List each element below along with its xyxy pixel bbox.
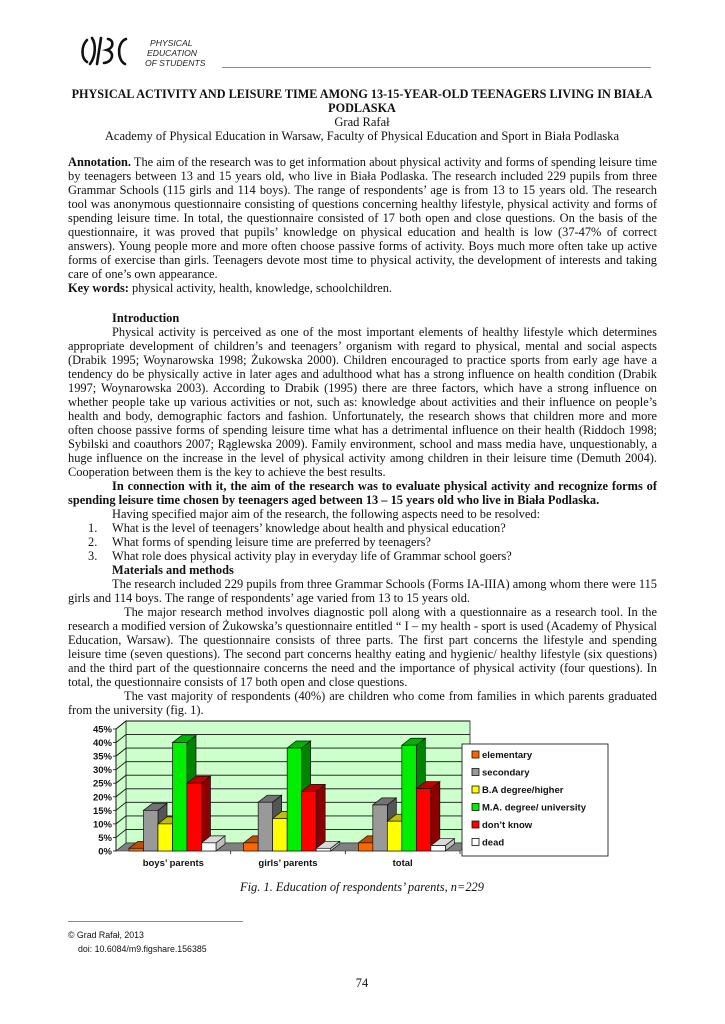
svg-text:40%: 40% bbox=[92, 738, 112, 750]
svg-text:0%: 0% bbox=[98, 846, 112, 858]
methods-paragraph: The research included 229 pupils from three Grammar Schools (Forms IA-IIIA) among whom there were 115 girls and 114 boys. The range of respondents’ age varied from 13 to 15 years old. bbox=[68, 577, 657, 605]
methods-heading: Materials and methods bbox=[112, 563, 234, 577]
article-affiliation: Academy of Physical Education in Warsaw, Faculty of Physical Education and Sport in Biała Podlaska bbox=[104, 129, 620, 143]
article-author: Grad Rafał bbox=[334, 115, 390, 129]
list-item bbox=[68, 549, 657, 563]
svg-text:20%: 20% bbox=[92, 792, 112, 804]
svg-text:5%: 5% bbox=[98, 832, 112, 844]
doi-text: doi: 10.6084/m9.figshare.156385 bbox=[78, 944, 207, 954]
svg-text:don’t know: don’t know bbox=[482, 820, 533, 831]
svg-text:45%: 45% bbox=[92, 724, 112, 736]
journal-name-line: PHYSICAL bbox=[150, 38, 193, 48]
annotation-text: The aim of the research was to get information about physical activity and forms of spending leisure time by teenagers between 13 and 15 years old, who live in Biała Podlaska. The research included 229 pupils from three Grammar Schools (115 girls and 114 boys). The range of respondents’ age is from 13 to 15 years old. The research tool was anonymous questionnaire consisting of questions concerning healthy lifestyle, physical activity and forms of spending leisure time. In total, the questionnaire consisted of 17 both open and close questions. On the basis of the questionnaire, it was proved that pupils’ knowledge on physical education and health is low (37-47% of correct answers). Young people more and more often choose passive forms of activity. Boys much more often take up active forms of exercise than girls. Teenagers devote most time to physical activity, the development of interests and taking care of one’s own appearance. bbox=[68, 155, 657, 281]
introduction-paragraph: Physical activity is perceived as one of the most important elements of healthy lifestyle which determines appropriate development of children’s and teenagers’ organism with regard to physical, mental and social aspects (Drabik 1995; Woynarowska 1998; Żukowska 2000). Children encouraged to practice sports from early age have a tendency do be physically active in later ages and adulthood what has a strong influence on health condition (Drabik 1997; Woynarowska 2003). According to Drabik (1995) there are three factors, which have a strong influence on whether people take up various activities or not, such as: knowledge about activities and their influence on people’s health and body, demographic factors and fashion. Unfortunately, the research shows that children more and more often choose passive forms of spending leisure time what has a detrimental influence on their health (Riddoch 1998; Sybilski and coauthors 2007; Rąglewska 2009). Family environment, school and mass media have, unquestionably, a huge influence on the increase in the level of physical activity among children in their leisure time (Demuth 2004). Cooperation between them is the key to achieve the best results. bbox=[68, 325, 657, 479]
svg-text:elementary: elementary bbox=[482, 750, 533, 761]
article-title: PHYSICAL ACTIVITY AND LEISURE TIME AMONG 13-15-YEAR-OLD TEENAGERS LIVING IN BIAŁA PODLASKA bbox=[71, 87, 653, 115]
svg-text:30%: 30% bbox=[92, 765, 112, 777]
list-text: What forms of spending leisure time are preferred by teenagers? bbox=[112, 535, 431, 549]
header-rule bbox=[222, 67, 651, 68]
methods-paragraph: The vast majority of respondents (40%) are children who come from families in which parents graduated from the university (fig. 1). bbox=[68, 689, 657, 717]
keywords-label: Key words: bbox=[68, 281, 129, 295]
list-text: What role does physical activity play in everyday life of Grammar school goers? bbox=[112, 549, 512, 563]
svg-text:10%: 10% bbox=[92, 819, 112, 831]
aspects-intro: Having specified major aim of the research, the following aspects need to be resolved: bbox=[112, 507, 541, 521]
list-text: What is the level of teenagers’ knowledge about health and physical education? bbox=[112, 521, 506, 535]
journal-name-line: EDUCATION bbox=[147, 48, 197, 58]
introduction-section bbox=[68, 311, 657, 717]
research-aim: In connection with it, the aim of the research was to evaluate physical activity and recognize forms of spending leisure time chosen by teenagers aged between 13 – 15 years old who live in Biała Podlaska. bbox=[68, 479, 657, 507]
annotation-section bbox=[68, 155, 657, 295]
education-bar-chart bbox=[72, 718, 657, 874]
methods-paragraph: The major research method involves diagnostic poll along with a questionnaire as a research tool. In the research a modified version of Żukowska’s questionnaire entitled “ I – my health - sport is used (Academy of Physical Education, Warsaw). The questionnaire consists of three parts. The first part concerns the lifestyle and spending leisure time (seven questions). The second part concerns healthy eating and hygienic/ healthy lifestyle (six questions) and the third part of the questionnaire concerns the need and the importance of physical activity (four questions). In total, the questionnaire consists of 17 both open and close questions. bbox=[68, 605, 657, 689]
list-number: 1. bbox=[88, 521, 98, 535]
svg-text:girls’ parents: girls’ parents bbox=[258, 858, 318, 869]
aspects-list bbox=[68, 521, 657, 563]
list-number: 3. bbox=[88, 549, 98, 563]
svg-text:25%: 25% bbox=[92, 778, 112, 790]
journal-name bbox=[145, 38, 205, 68]
svg-text:boys’ parents: boys’ parents bbox=[142, 858, 204, 869]
footnote-rule bbox=[68, 921, 243, 922]
list-item bbox=[68, 535, 657, 549]
footnote bbox=[68, 928, 207, 956]
svg-text:35%: 35% bbox=[92, 751, 112, 763]
copyright-text: © Grad Rafał, 2013 bbox=[68, 930, 144, 940]
svg-text:secondary: secondary bbox=[482, 767, 530, 779]
annotation-label: Annotation. bbox=[68, 155, 131, 169]
svg-text:dead: dead bbox=[482, 837, 505, 849]
svg-text:B.A degree/higher: B.A degree/higher bbox=[482, 785, 564, 796]
page-number: 74 bbox=[355, 976, 369, 990]
journal-logo-icon bbox=[79, 30, 135, 70]
keywords-text: physical activity, health, knowledge, schoolchildren. bbox=[128, 281, 393, 295]
svg-text:15%: 15% bbox=[92, 805, 112, 817]
introduction-heading: Introduction bbox=[112, 311, 180, 325]
list-number: 2. bbox=[88, 535, 98, 549]
chart-canvas bbox=[72, 718, 657, 874]
figure-caption: Fig. 1. Education of respondents’ parents, n=229 bbox=[240, 880, 484, 894]
svg-text:M.A. degree/ university: M.A. degree/ university bbox=[482, 802, 587, 814]
list-item bbox=[68, 521, 657, 535]
journal-name-line: OF STUDENTS bbox=[145, 58, 206, 68]
svg-text:total: total bbox=[392, 858, 413, 869]
